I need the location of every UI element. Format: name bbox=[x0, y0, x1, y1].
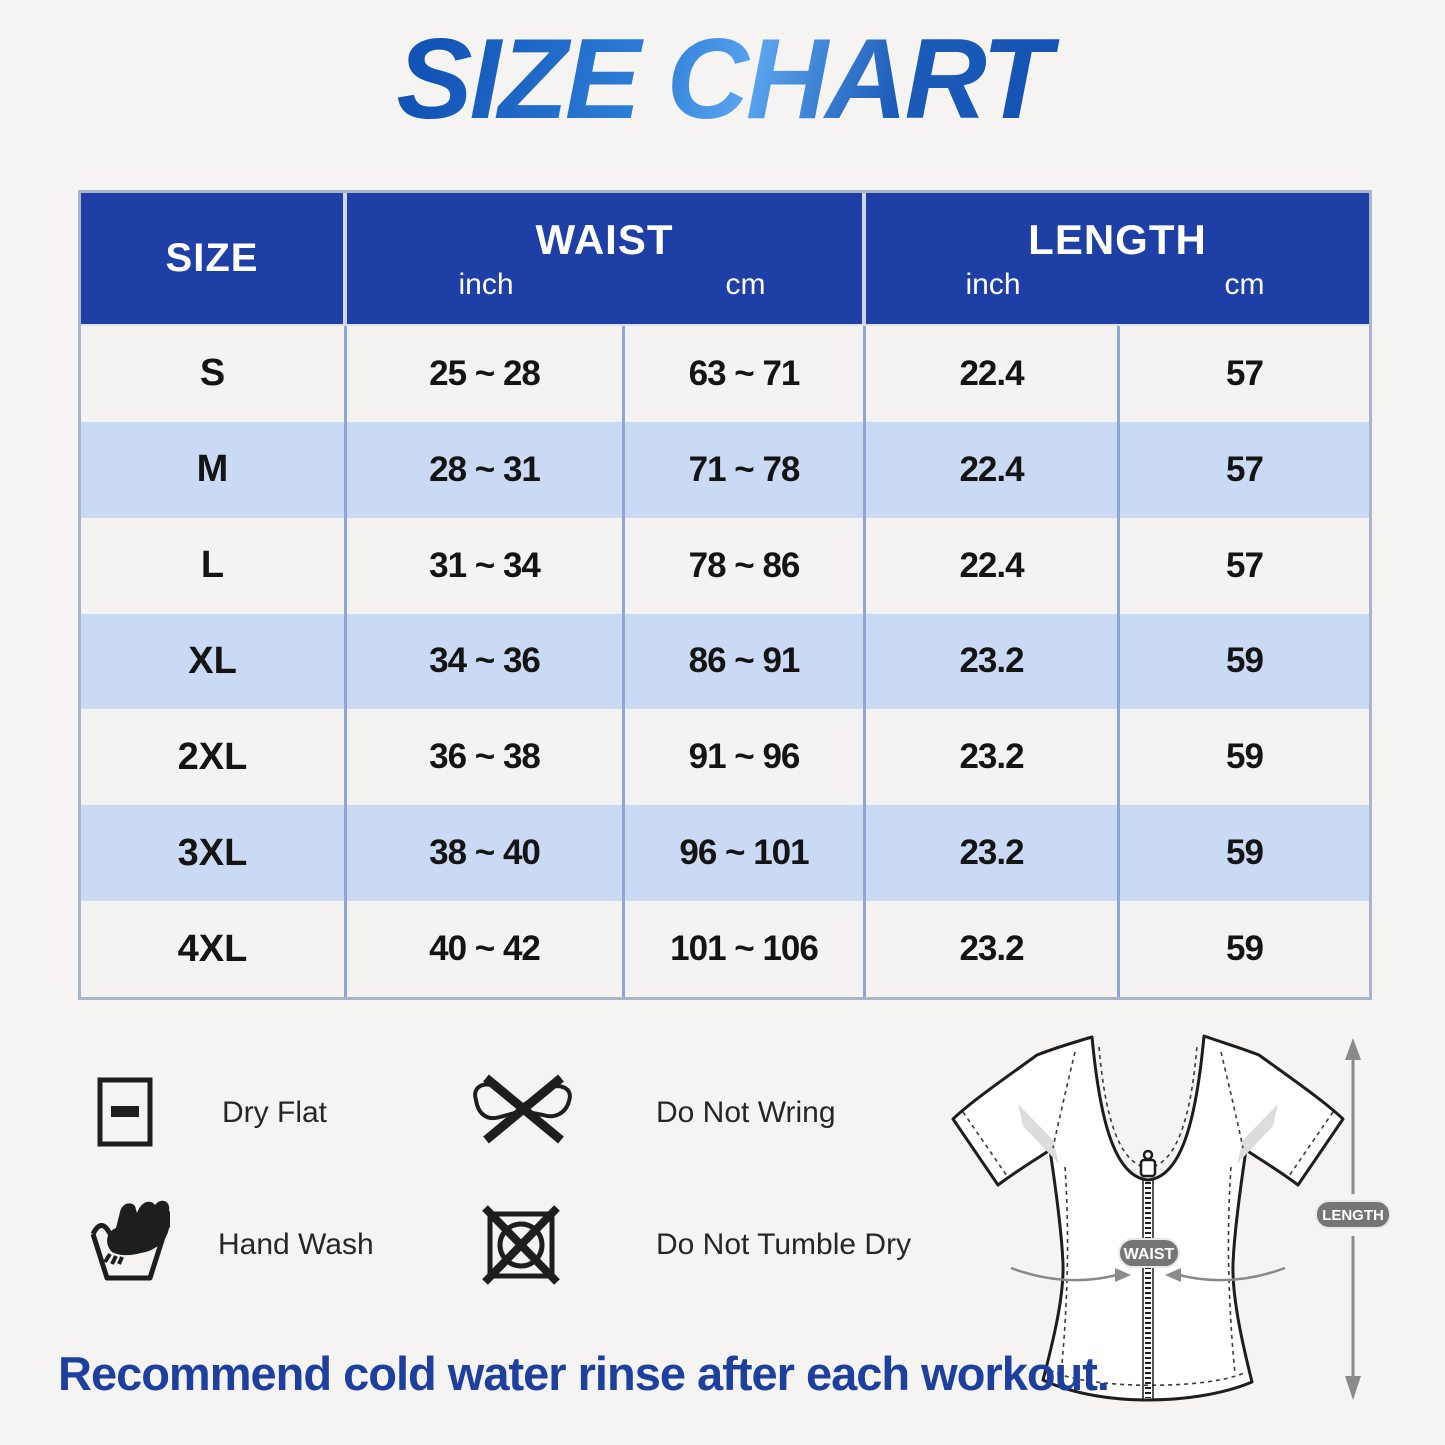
hand-wash-icon bbox=[86, 1188, 170, 1284]
care-label-hand-wash: Hand Wash bbox=[218, 1228, 374, 1261]
row-xl-length-cm: 59 bbox=[1120, 614, 1369, 710]
row-m-length-inch: 22.4 bbox=[866, 422, 1120, 518]
length-unit-inch: inch bbox=[965, 267, 1021, 301]
row-m-size: M bbox=[81, 422, 347, 518]
row-3xl-size: 3XL bbox=[81, 805, 347, 901]
length-unit-cm: cm bbox=[1224, 267, 1265, 301]
page-title: SIZE CHART bbox=[0, 14, 1445, 145]
row-2xl-waist-inch: 36 ~ 38 bbox=[347, 709, 625, 805]
row-4xl-length-cm: 59 bbox=[1120, 901, 1369, 997]
row-l-size: L bbox=[81, 518, 347, 614]
size-table bbox=[78, 190, 1372, 1000]
footer-note: Recommend cold water rinse after each workout. bbox=[58, 1347, 1109, 1400]
row-2xl-length-cm: 59 bbox=[1120, 709, 1369, 805]
header-length bbox=[866, 193, 1369, 326]
row-2xl-length-inch: 23.2 bbox=[866, 709, 1120, 805]
header-size bbox=[81, 193, 347, 326]
row-m-length-cm: 57 bbox=[1120, 422, 1369, 518]
row-l-length-cm: 57 bbox=[1120, 518, 1369, 614]
row-4xl-length-inch: 23.2 bbox=[866, 901, 1120, 997]
row-2xl-waist-cm: 91 ~ 96 bbox=[625, 709, 866, 805]
row-2xl-size: 2XL bbox=[81, 709, 347, 805]
waist-badge-label: WAIST bbox=[1123, 1246, 1175, 1263]
care-label-dry-flat: Dry Flat bbox=[222, 1096, 327, 1129]
row-s-waist-cm: 63 ~ 71 bbox=[625, 326, 866, 422]
header-waist-label: WAIST bbox=[535, 215, 674, 263]
length-badge-label: LENGTH bbox=[1322, 1207, 1384, 1224]
care-label-do-not-tumble-dry: Do Not Tumble Dry bbox=[656, 1228, 912, 1261]
care-label-do-not-wring: Do Not Wring bbox=[656, 1096, 836, 1129]
header-waist bbox=[347, 193, 866, 326]
row-l-length-inch: 22.4 bbox=[866, 518, 1120, 614]
row-m-waist-inch: 28 ~ 31 bbox=[347, 422, 625, 518]
row-4xl-waist-cm: 101 ~ 106 bbox=[625, 901, 866, 997]
dry-flat-icon bbox=[96, 1076, 154, 1148]
row-xl-waist-cm: 86 ~ 91 bbox=[625, 614, 866, 710]
waist-unit-cm: cm bbox=[725, 267, 766, 301]
row-4xl-waist-inch: 40 ~ 42 bbox=[347, 901, 625, 997]
header-length-label: LENGTH bbox=[1028, 215, 1207, 263]
row-m-waist-cm: 71 ~ 78 bbox=[625, 422, 866, 518]
row-3xl-waist-inch: 38 ~ 40 bbox=[347, 805, 625, 901]
row-xl-waist-inch: 34 ~ 36 bbox=[347, 614, 625, 710]
row-3xl-length-inch: 23.2 bbox=[866, 805, 1120, 901]
header-size-label: SIZE bbox=[165, 236, 259, 280]
zipper-pull bbox=[1141, 1160, 1155, 1176]
row-s-waist-inch: 25 ~ 28 bbox=[347, 326, 625, 422]
row-xl-size: XL bbox=[81, 614, 347, 710]
waist-unit-inch: inch bbox=[458, 267, 514, 301]
length-arrow bbox=[1316, 1038, 1390, 1400]
do-not-wring-icon bbox=[466, 1070, 578, 1150]
waist-badge bbox=[1119, 1239, 1179, 1267]
row-s-length-cm: 57 bbox=[1120, 326, 1369, 422]
row-3xl-length-cm: 59 bbox=[1120, 805, 1369, 901]
row-s-length-inch: 22.4 bbox=[866, 326, 1120, 422]
row-3xl-waist-cm: 96 ~ 101 bbox=[625, 805, 866, 901]
row-l-waist-inch: 31 ~ 34 bbox=[347, 518, 625, 614]
row-4xl-size: 4XL bbox=[81, 901, 347, 997]
row-l-waist-cm: 78 ~ 86 bbox=[625, 518, 866, 614]
row-xl-length-inch: 23.2 bbox=[866, 614, 1120, 710]
do-not-tumble-dry-icon bbox=[482, 1202, 560, 1286]
row-s-size: S bbox=[81, 326, 347, 422]
